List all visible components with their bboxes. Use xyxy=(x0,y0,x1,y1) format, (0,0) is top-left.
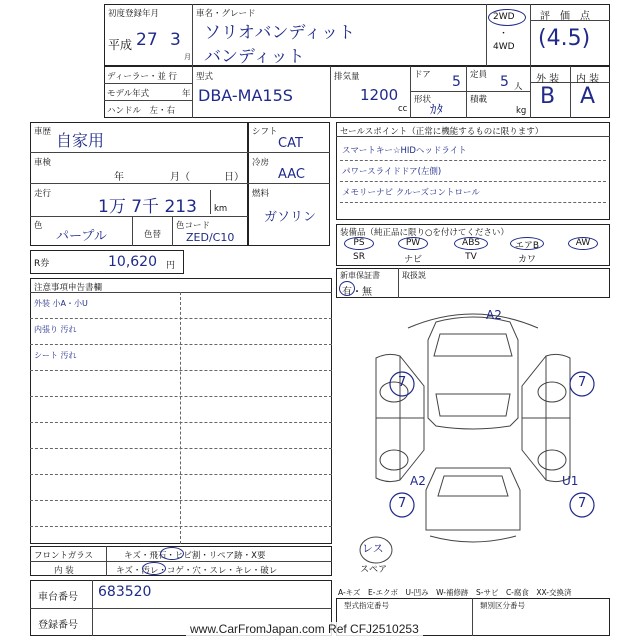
damage-label-right-front: 7 xyxy=(578,375,587,390)
damage-label-left-front: 7 xyxy=(398,375,407,390)
equip-tv: TV xyxy=(465,252,477,262)
model-designation-label: 型式指定番号 xyxy=(344,601,389,610)
drive-2wd: 2WD xyxy=(493,12,515,22)
equip-ps-circle xyxy=(344,237,374,250)
equip-sr: SR xyxy=(353,252,365,262)
door-label: ドア xyxy=(414,70,431,80)
drive-4wd: 4WD xyxy=(493,42,515,52)
type-label: 型式 xyxy=(196,72,214,82)
color-code-value: ZED/C10 xyxy=(186,231,235,244)
equip-leather: カワ xyxy=(517,255,536,265)
car-damage-diagram xyxy=(336,300,610,580)
month-unit: 月 xyxy=(184,53,191,61)
damage-legend: A-キズ E-エクボ U-凹み W-補修跡 S-サビ C-腐食 XX-交換済 xyxy=(338,588,572,597)
car-grade: バンディット xyxy=(204,47,305,67)
equipment-title: 装備品（純正品に限り○を付けてください） xyxy=(340,228,509,238)
inspection-day: 日） xyxy=(224,172,244,183)
mileage-value: 1万 7千 213 xyxy=(98,197,197,217)
inspection-month: 月（ xyxy=(170,172,190,183)
equip-pw-circle xyxy=(398,237,428,250)
equip-navi: ナビ xyxy=(403,255,422,265)
capacity-value: 5 xyxy=(500,74,509,90)
recycle-unit: 円 xyxy=(166,261,176,271)
car-name-label: 車名・グレード xyxy=(196,9,256,19)
equip-pw: PW xyxy=(405,238,421,248)
front-glass-items: キズ・飛石・ヒビ割・リペア跡・X要 xyxy=(124,551,266,561)
fuel-label: 燃料 xyxy=(252,189,270,199)
damage-label-right-side: 7 xyxy=(578,496,587,511)
sales-item: メモリーナビ クルーズコントロール xyxy=(342,188,480,198)
car-name: ソリオバンディット xyxy=(204,23,356,43)
equip-airbag: エアB xyxy=(514,241,540,251)
reg-number-label: 登録番号 xyxy=(38,620,78,631)
ac-value: AAC xyxy=(278,167,305,182)
fuel-value: ガソリン xyxy=(264,210,317,225)
score-value: (4.5) xyxy=(538,26,591,51)
front-glass-circle xyxy=(160,547,184,560)
displacement-value: 1200 xyxy=(360,86,399,104)
watermark: www.CarFromJapan.com Ref CFJ2510253 xyxy=(186,622,423,636)
type-value: DBA-MA15S xyxy=(198,86,293,105)
sales-item: スマートキー☆HIDヘッドライト xyxy=(342,146,467,156)
first-reg-label: 初度登録年月 xyxy=(108,9,160,19)
color-label: 色 xyxy=(34,221,43,231)
capacity-label: 定員 xyxy=(470,70,488,80)
front-glass-label: フロントガラス xyxy=(34,551,93,561)
interior-grade: A xyxy=(580,84,596,109)
cc-unit: cc xyxy=(398,104,408,114)
spare-label: スペア xyxy=(360,565,388,575)
ac-label: 冷房 xyxy=(252,158,270,168)
equip-airbag-circle xyxy=(510,237,544,250)
door-value: 5 xyxy=(452,74,461,90)
warranty-yes-circle xyxy=(339,281,355,296)
color-change-label: 色替 xyxy=(144,230,162,240)
recycle-box xyxy=(30,250,184,274)
equip-aw: AW xyxy=(575,238,591,248)
damage-label-front: A2 xyxy=(486,308,502,322)
drive-dot: ・ xyxy=(499,29,509,39)
note-line: 外装 小A・小U xyxy=(34,299,88,308)
interior-cond-circle xyxy=(142,562,166,575)
shape-label: 形状 xyxy=(414,95,432,105)
booklet-label: 取扱説 xyxy=(402,271,426,280)
warranty-label: 新車保証書 xyxy=(340,271,380,280)
km-unit: km xyxy=(214,204,228,214)
model-year-unit: 年 xyxy=(182,89,191,99)
note-line: シート 汚れ xyxy=(34,351,77,360)
color-value: パープル xyxy=(56,229,107,244)
kg-unit: kg xyxy=(516,106,527,116)
exterior-label: 外 装 xyxy=(536,74,560,85)
exterior-grade: B xyxy=(540,84,556,109)
inspection-year: 年 xyxy=(114,172,124,183)
shape-value: ｶﾀ xyxy=(430,103,443,118)
chassis-label: 車台番号 xyxy=(38,592,78,603)
inspection-label: 車検 xyxy=(34,158,52,168)
shift-value: CAT xyxy=(278,136,303,151)
displacement-label: 排気量 xyxy=(334,72,360,82)
recycle-label: R券 xyxy=(34,259,50,269)
notes-title: 注意事項申告書欄 xyxy=(34,283,103,293)
sales-item: パワースライドドア(左側) xyxy=(342,167,442,177)
era-label: 平成 xyxy=(108,38,133,52)
use-value: 自家用 xyxy=(56,131,105,150)
load-label: 積載 xyxy=(470,95,488,105)
interior-cond-label: 内 装 xyxy=(54,566,74,576)
damage-label-left-rear: A2 xyxy=(410,474,426,488)
damage-label-right-rear: U1 xyxy=(562,474,579,488)
chassis-value: 683520 xyxy=(98,584,152,600)
recycle-value: 10,620 xyxy=(108,254,157,270)
handle-label: ハンドル 左・右 xyxy=(107,106,176,116)
note-line: 内張り 汚れ xyxy=(34,325,77,334)
use-label: 車歴 xyxy=(34,127,52,137)
interior-cond-items: キズ・汚レ・コゲ・穴・スレ・キレ・破レ xyxy=(116,566,278,576)
warranty-value: 有・無 xyxy=(342,287,372,298)
mileage-label: 走行 xyxy=(34,189,52,199)
equip-ps: PS xyxy=(353,238,365,248)
sales-title: セールスポイント（正常に機能するものに限ります） xyxy=(340,127,544,137)
score-label: 評 価 点 xyxy=(540,11,590,22)
damage-label-left-side: 7 xyxy=(398,496,407,511)
reg-year: 27 xyxy=(136,30,158,50)
shift-label: シフト xyxy=(252,127,278,137)
capacity-unit: 人 xyxy=(514,82,523,92)
equip-aw-circle xyxy=(568,237,598,250)
spare-status: レス xyxy=(362,542,384,555)
reg-month: 3 xyxy=(170,30,181,50)
interior-label: 内 装 xyxy=(576,74,600,85)
equip-abs: ABS xyxy=(462,238,480,248)
equip-abs-circle xyxy=(454,237,488,250)
color-code-label: 色コード xyxy=(176,221,211,231)
category-label: 類別区分番号 xyxy=(480,601,525,610)
model-year-label: モデル年式 xyxy=(107,89,150,99)
dealer-label: ディーラー・並 行 xyxy=(107,72,178,82)
